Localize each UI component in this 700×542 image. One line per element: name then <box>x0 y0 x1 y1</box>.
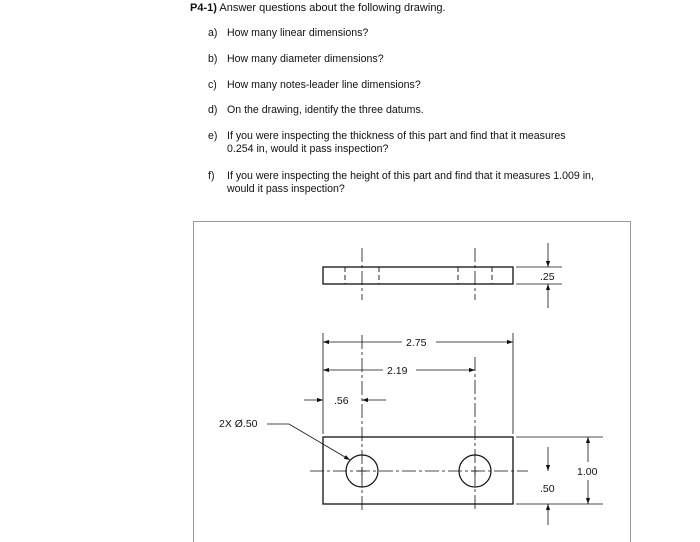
front-view <box>310 335 528 512</box>
question-label: a) <box>208 27 218 39</box>
question-text: How many diameter dimensions? <box>227 53 384 65</box>
question-text: On the drawing, identify the three datums. <box>227 104 424 116</box>
hole-center-lines <box>310 335 528 512</box>
problem-title: Answer questions about the following drawing. <box>219 2 446 14</box>
thickness-dimension <box>516 243 562 308</box>
question-label: b) <box>208 53 218 65</box>
edge-offset-text: .56 <box>334 395 349 407</box>
question-label: e) <box>208 130 218 142</box>
question-line-2: would it pass inspection? <box>227 183 345 195</box>
question-line-1: If you were inspecting the thickness of this part and find that it measures <box>227 130 566 142</box>
top-view <box>323 248 513 300</box>
hidden-lines <box>345 267 492 284</box>
question-label: c) <box>208 79 217 91</box>
question-label: f) <box>208 170 215 182</box>
hole-height-text: .50 <box>540 483 555 495</box>
question-line-1: If you were inspecting the height of this part and find that it measures 1.009 in, <box>227 170 594 182</box>
hole-note-leader <box>267 424 350 460</box>
thickness-dim-text: .25 <box>540 271 555 283</box>
hole-spacing-text: 2.19 <box>387 365 408 377</box>
question-text: How many linear dimensions? <box>227 27 369 39</box>
hole-note-text: 2X Ø.50 <box>219 418 258 430</box>
question-label: d) <box>208 104 218 116</box>
overall-length-text: 2.75 <box>406 337 427 349</box>
question-text: How many notes-leader line dimensions? <box>227 79 421 91</box>
question-line-2: 0.254 in, would it pass inspection? <box>227 143 389 155</box>
center-lines <box>362 248 475 300</box>
problem-number: P4-1) <box>190 2 217 14</box>
top-view-outline <box>323 267 513 284</box>
front-view-outline <box>323 437 513 504</box>
height-dim-text: 1.00 <box>577 466 598 478</box>
